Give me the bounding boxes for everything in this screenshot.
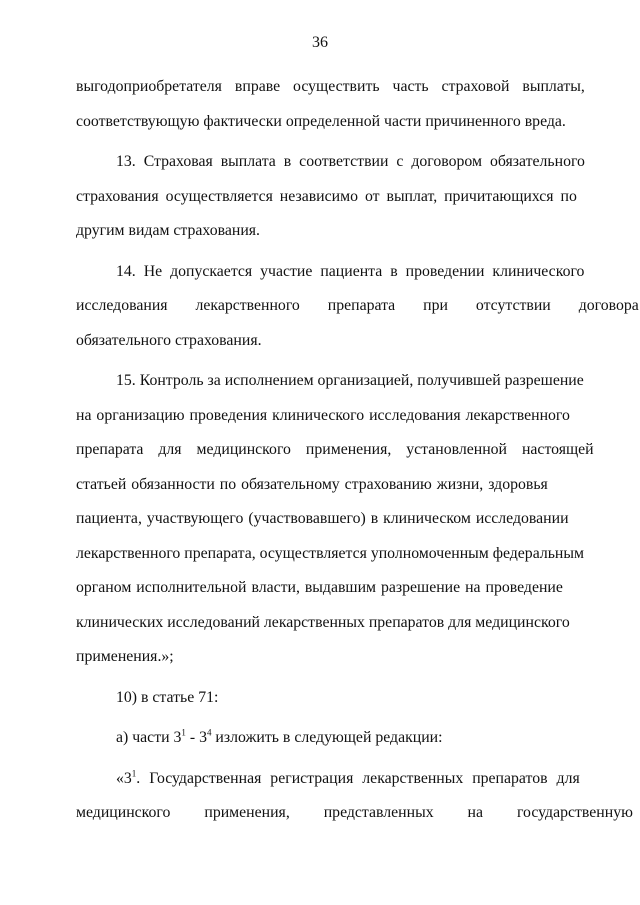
text-fragment: «3	[116, 769, 132, 787]
paragraph-3-1	[76, 762, 633, 831]
text-line: исследования лекарственного препарата при отсутствии договора	[76, 297, 639, 314]
paragraph-13	[76, 145, 585, 249]
item-10	[76, 681, 562, 716]
text-line: 15. Контроль за исполнением организацией, получившей разрешение	[116, 372, 584, 389]
text-line: обязательного страхования.	[76, 331, 262, 349]
text-line: на организацию проведения клинического исследования лекарственного	[76, 406, 570, 424]
text-line: медицинского применения, представленных на государственную	[76, 804, 633, 821]
paragraph-15	[76, 364, 594, 675]
text-line	[76, 70, 585, 105]
text-line: 14. Не допускается участие пациента в проведении клинического	[116, 262, 585, 280]
text-line: применения.»;	[76, 648, 174, 665]
superscript: 1	[181, 727, 186, 738]
text-line: препарата для медицинского применения, установленной настоящей	[76, 441, 594, 458]
superscript: 4	[206, 727, 212, 738]
superscript: 1	[131, 768, 137, 779]
paragraph-continuation	[76, 70, 585, 139]
text-line: соответствующую фактически определенной части причиненного вреда.	[76, 112, 566, 130]
paragraph-14	[76, 255, 639, 359]
text-line: 10) в статье 71:	[116, 688, 219, 706]
item-a	[76, 721, 562, 756]
document-body	[76, 70, 639, 831]
text-line: органом исполнительной власти, выдавшим разрешение на проведение	[76, 579, 563, 596]
text-line: лекарственного препарата, осуществляется уполномоченным федеральным	[76, 544, 584, 562]
text-line: клинических исследований лекарственных препаратов для медицинского	[76, 613, 570, 631]
text-fragment: а) части 3	[116, 729, 182, 746]
text-line: другим видам страхования.	[76, 222, 261, 239]
text-line	[76, 762, 580, 797]
text-line: пациента, участвующего (участвовавшего) в клиническом исследовании	[76, 510, 569, 527]
text-fragment: - 3	[185, 729, 207, 746]
line-text: выгодоприобретателя вправе осуществить часть страховой выплаты,	[76, 78, 585, 95]
page-number: 36	[312, 34, 328, 51]
text-line: статьей обязанности по обязательному страхованию жизни, здоровья	[76, 475, 548, 493]
text-fragment: . Государственная регистрация лекарственных препаратов для	[136, 769, 580, 787]
text-fragment: изложить в следующей редакции:	[211, 729, 443, 746]
text-line	[76, 721, 562, 756]
text-line: 13. Страховая выплата в соответствии с договором обязательного	[116, 153, 585, 170]
text-line: страхования осуществляется независимо от выплат, причитающихся по	[76, 187, 577, 205]
